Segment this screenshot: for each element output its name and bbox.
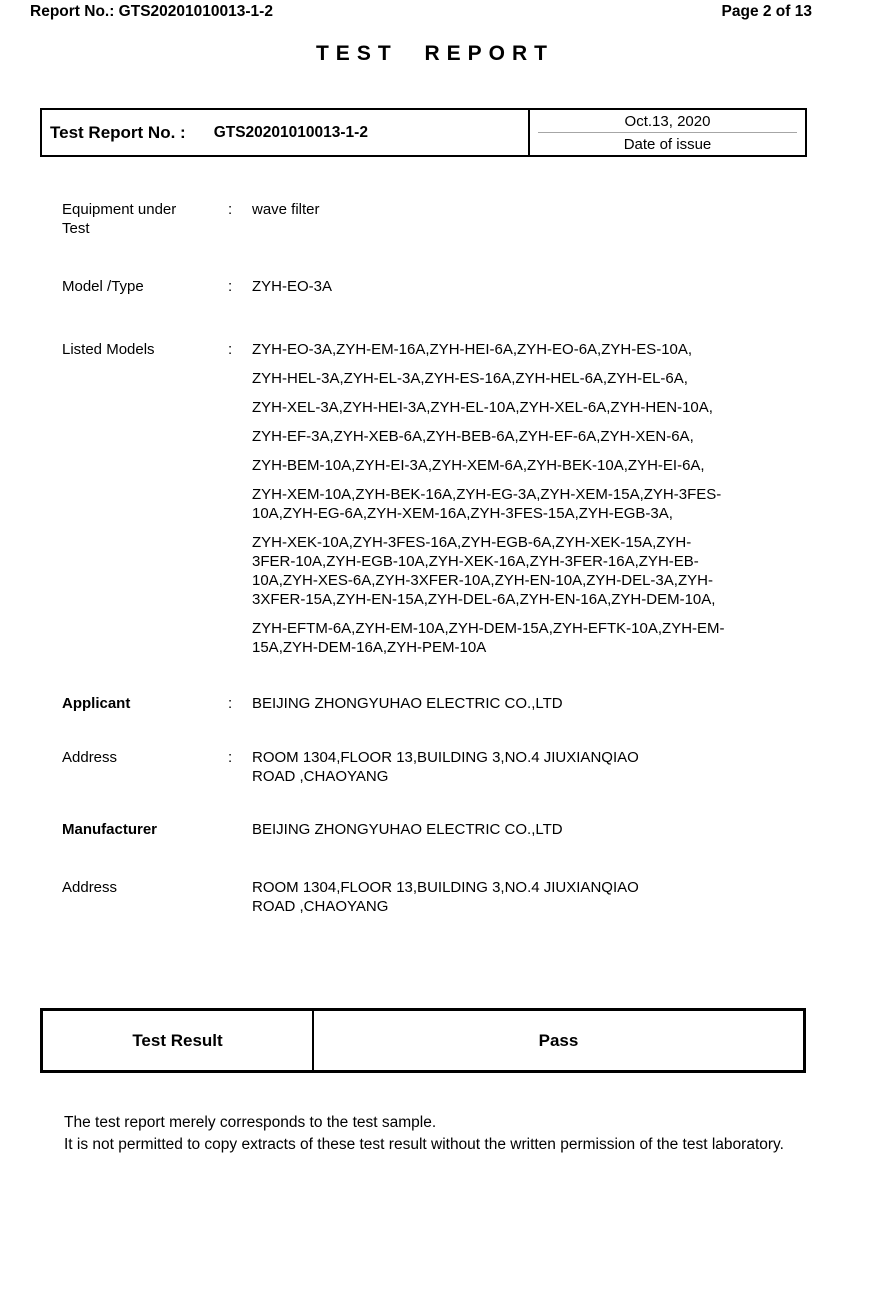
row-label: Listed Models [62, 341, 155, 358]
row-label: Model /Type [62, 278, 144, 295]
listed-models-paragraph: ZYH-EO-3A,ZYH-EM-16A,ZYH-HEI-6A,ZYH-EO-6A,ZYH-ES-10A, [252, 341, 693, 358]
model-type-value: ZYH-EO-3A [252, 278, 333, 295]
date-of-issue-label: Date of issue [623, 135, 712, 153]
applicant-address-row [62, 748, 682, 786]
test-report-no-cell [42, 110, 530, 155]
row-colon: : [228, 278, 233, 295]
footer-note-1: The test report merely corresponds to the test sample. [64, 1114, 437, 1131]
row-label: Equipment under Test [62, 201, 177, 237]
page-number: Page 2 of 13 [721, 3, 812, 20]
manufacturer-address-row [62, 878, 682, 916]
footer-notes [64, 1112, 832, 1155]
row-label: Applicant [62, 695, 131, 712]
test-result-table [40, 1008, 806, 1073]
test-report-no-table [40, 108, 807, 157]
listed-models-paragraph: ZYH-EF-3A,ZYH-XEB-6A,ZYH-BEB-6A,ZYH-EF-6A,ZYH-XEN-6A, [252, 428, 694, 445]
footer-note-2: It is not permitted to copy extracts of these test result without the written permission of the test laboratory. [64, 1135, 784, 1153]
listed-models-paragraph: ZYH-EFTM-6A,ZYH-EM-10A,ZYH-DEM-15A,ZYH-EFTK-10A,ZYH-EM-15A,ZYH-DEM-16A,ZYH-PEM-10A [252, 620, 725, 656]
test-result-value: Pass [538, 1030, 579, 1050]
page-title: TEST REPORT [315, 42, 554, 65]
row-colon: : [228, 341, 233, 358]
date-of-issue-cell [530, 110, 805, 155]
applicant-row [62, 694, 726, 713]
listed-models-paragraph: ZYH-XEM-10A,ZYH-BEK-16A,ZYH-EG-3A,ZYH-XEM-15A,ZYH-3FES-10A,ZYH-EG-6A,ZYH-XEM-16A,ZYH-3FES-15A,ZYH-EGB-3A, [252, 486, 722, 522]
manufacturer-row [62, 820, 726, 839]
manufacturer-value: BEIJING ZHONGYUHAO ELECTRIC CO.,LTD [252, 821, 563, 838]
listed-models-paragraph: ZYH-XEK-10A,ZYH-3FES-16A,ZYH-EGB-6A,ZYH-XEK-15A,ZYH-3FER-10A,ZYH-EGB-10A,ZYH-XEK-16A,ZYH-3FER-16A,ZYH-EB-10A,ZYH-XES-6A,ZYH-3XFER-10A,ZYH-EN-10A,ZYH-DEL-3A,ZYH-3XFER-15A,ZYH-EN-15A,ZYH-DEL-6A,ZYH-EN-16A,ZYH-DEM-10A, [252, 534, 716, 608]
applicant-address-value: ROOM 1304,FLOOR 13,BUILDING 3,NO.4 JIUXIANQIAO ROAD ,CHAOYANG [252, 749, 639, 785]
test-report-no-label: Test Report No. : [50, 122, 186, 142]
listed-models-value [252, 340, 726, 657]
manufacturer-address-value: ROOM 1304,FLOOR 13,BUILDING 3,NO.4 JIUXIANQIAO ROAD ,CHAOYANG [252, 879, 639, 915]
row-colon [192, 878, 252, 916]
row-colon: : [228, 695, 233, 712]
issue-date: Oct.13, 2020 [538, 110, 797, 133]
test-report-no-value: GTS20201010013-1-2 [213, 123, 368, 141]
listed-models-paragraph: ZYH-XEL-3A,ZYH-HEI-3A,ZYH-EL-10A,ZYH-XEL-6A,ZYH-HEN-10A, [252, 399, 713, 416]
row-label: Address [62, 879, 118, 896]
report-no-header: Report No.: GTS20201010013-1-2 [30, 3, 273, 20]
row-colon [192, 820, 252, 839]
test-result-label: Test Result [43, 1011, 314, 1070]
listed-models-paragraph: ZYH-HEL-3A,ZYH-EL-3A,ZYH-ES-16A,ZYH-HEL-6A,ZYH-EL-6A, [252, 370, 688, 387]
row-label: Manufacturer [62, 821, 158, 838]
listed-models-paragraph: ZYH-BEM-10A,ZYH-EI-3A,ZYH-XEM-6A,ZYH-BEK-10A,ZYH-EI-6A, [252, 457, 705, 474]
applicant-value: BEIJING ZHONGYUHAO ELECTRIC CO.,LTD [252, 695, 563, 712]
model-type-row [62, 277, 726, 296]
row-colon: : [228, 201, 233, 218]
row-colon: : [228, 749, 233, 766]
listed-models-row [62, 340, 726, 657]
row-label: Address [62, 749, 118, 766]
equipment-under-test-value: wave filter [252, 201, 320, 218]
equipment-under-test-row [62, 200, 726, 238]
